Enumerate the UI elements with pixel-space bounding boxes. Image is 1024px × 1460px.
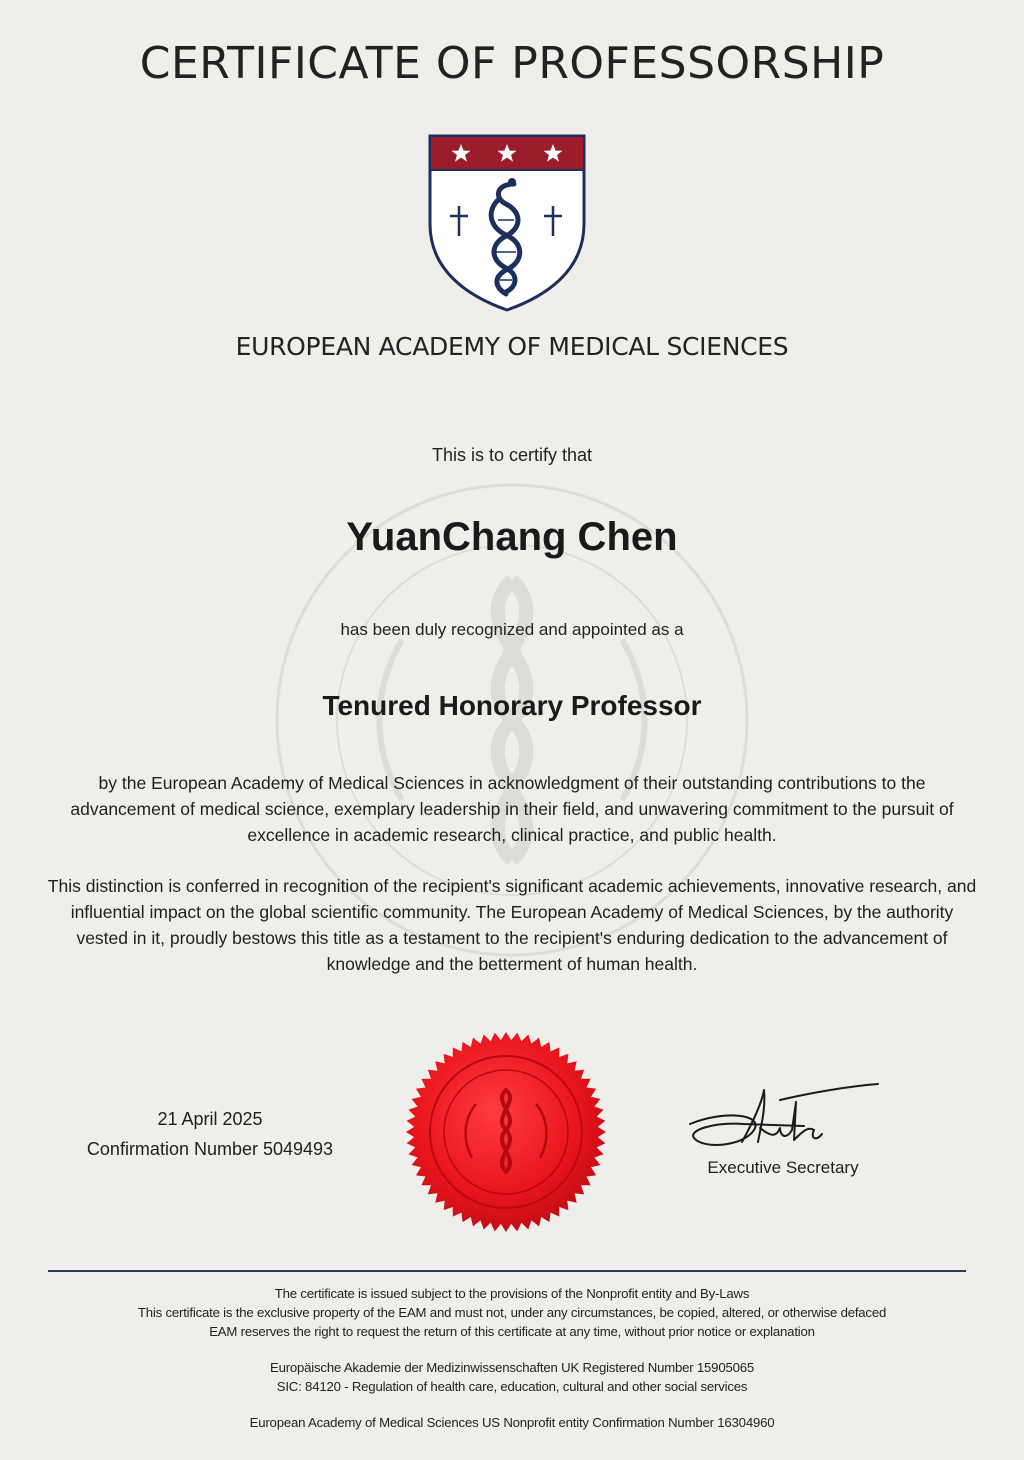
- distinction-paragraph: This distinction is conferred in recognition of the recipient's significant academic achievements, innovative research, and influential impact on the global scientific community. The European Academy of Medical Sciences, by the authority vested in it, proudly bestows this title as a testament to the recipient's enduring dedication to the advancement of knowledge and the betterment of human health.: [47, 876, 977, 974]
- footer-line-5: SIC: 84120 - Regulation of health care, education, cultural and other social services: [276, 1379, 748, 1394]
- signature-title: Executive Secretary: [707, 1158, 859, 1177]
- signature-icon: [684, 1080, 884, 1160]
- certify-text: This is to certify that: [431, 445, 593, 465]
- footer-divider: [48, 1270, 966, 1272]
- certificate-title: CERTIFICATE OF PROFESSORSHIP: [139, 38, 885, 89]
- organization-name: EUROPEAN ACADEMY OF MEDICAL SCIENCES: [235, 332, 789, 361]
- confirmation-number: Confirmation Number 5049493: [86, 1139, 334, 1159]
- footer-line-6: European Academy of Medical Sciences US Nonprofit entity Confirmation Number 16304960: [249, 1415, 775, 1430]
- acknowledgment-paragraph: by the European Academy of Medical Sciences in acknowledgment of their outstanding contributions to the advancement of medical science, exemplary leadership in their field, and unwavering commitment to the pursuit of excellence in academic research, clinical practice, and public health.: [70, 773, 954, 845]
- recognized-text: has been duly recognized and appointed as a: [340, 620, 684, 639]
- shield-crest-icon: [426, 132, 588, 314]
- footer-line-1: The certificate is issued subject to the provisions of the Nonprofit entity and By-Laws: [274, 1286, 750, 1301]
- date-block: [60, 1104, 360, 1164]
- red-seal-icon: [404, 1030, 608, 1234]
- footer-line-2: This certificate is the exclusive property of the EAM and must not, under any circumstances, be copied, altered, or otherwise defaced: [137, 1305, 887, 1320]
- recipient-name: YuanChang Chen: [346, 515, 678, 559]
- issue-date: 21 April 2025: [157, 1109, 263, 1129]
- position-title: Tenured Honorary Professor: [322, 690, 702, 721]
- footer-line-4: Europäische Akademie der Medizinwissenschaften UK Registered Number 15905065: [269, 1360, 754, 1375]
- footer-line-3: EAM reserves the right to request the return of this certificate at any time, without prior notice or explanation: [209, 1324, 815, 1339]
